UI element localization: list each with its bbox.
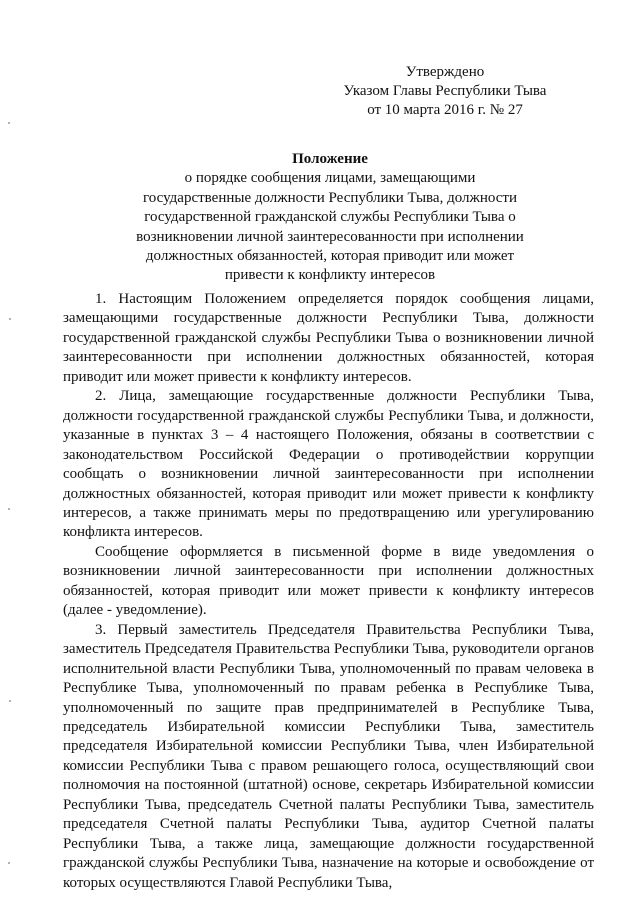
approval-line-date: от 10 марта 2016 г. № 27 bbox=[367, 102, 523, 118]
approval-stamp bbox=[330, 63, 560, 120]
approval-line-decree: Указом Главы Республики Тыва bbox=[343, 83, 547, 99]
paragraph-3: 3. Первый заместитель Председателя Правительства Республики Тыва, заместитель Председателя Правительства Республики Тыва, руководители органов исполнительной власти Республики Тыва, уполномоченный по правам человека в Республике Тыва, уполномоченный по правам ребенка в Республике Тыва, уполномоченный по защите прав предпринимателей в Республике Тыва, председатель Избирательной комиссии Республики Тыва, заместитель председателя Избирательной комиссии Республики Тыва, член Избирательной комиссии Республики Тыва с правом решающего голоса, осуществляющий свои полномочия на постоянной (штатной) основе, секретарь Избирательной комиссии Республики Тыва, председатель Счетной палаты Республики Тыва, заместитель председателя Счетной палаты Республики Тыва, аудитор Счетной палаты Республики Тыва, а также лица, замещающие должности государственной гражданской службы Республики Тыва, назначение на которые и освобождение от которых осуществляются Главой Республики Тыва, bbox=[63, 621, 594, 891]
scan-speck bbox=[8, 862, 10, 864]
title-line: государственной гражданской службы Республики Тыва о bbox=[144, 209, 516, 226]
scan-speck bbox=[9, 700, 11, 702]
title-line: должностных обязанностей, которая приводит или может bbox=[145, 248, 515, 265]
title-line: привести к конфликту интересов bbox=[224, 267, 436, 284]
scan-speck bbox=[9, 318, 11, 320]
approval-line-approved: Утверждено bbox=[405, 64, 485, 80]
title-line: возникновении личной заинтересованности при исполнении bbox=[136, 228, 524, 245]
title-line: государственные должности Республики Тыва, должности bbox=[143, 189, 517, 206]
paragraph-1: 1. Настоящим Положением определяется порядок сообщения лицами, замещающими государственные должности Республики Тыва, должности государственной гражданской службы Республики Тыва о возникновении личной заинтересованности при исполнении должностных обязанностей, которая приводит или может привести к конфликту интересов. bbox=[63, 291, 594, 385]
scan-speck bbox=[8, 508, 10, 510]
scan-speck bbox=[8, 122, 10, 124]
paragraph-2: 2. Лица, замещающие государственные должности Республики Тыва, должности государственной гражданской службы Республики Тыва, и должности, указанные в пунктах 3 – 4 настоящего Положения, обязаны в соответствии с законодательством Российской Федерации о противодействии коррупции сообщать о возникновении личной заинтересованности при исполнении должностных обязанностей, которая приводит или может привести к конфликту интересов, а также принимать меры по предотвращению или урегулированию конфликта интересов. bbox=[63, 388, 594, 541]
paragraph-2-note: Сообщение оформляется в письменной форме в виде уведомления о возникновении личной заинтересованности при исполнении должностных обязанностей, которая приводит или может привести к конфликту интересов (далее - уведомление). bbox=[63, 543, 594, 619]
title-line: о порядке сообщения лицами, замещающими bbox=[184, 170, 476, 187]
document-body bbox=[63, 290, 594, 893]
document-heading: Положение bbox=[292, 151, 368, 167]
document-title bbox=[110, 150, 550, 286]
